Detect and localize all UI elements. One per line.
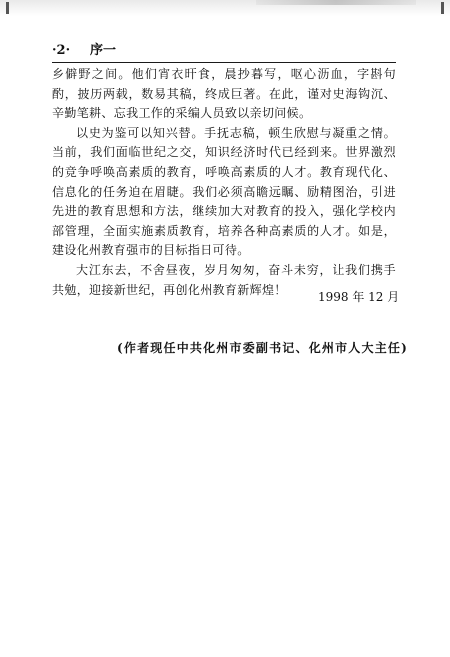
section-title: 序一 xyxy=(90,43,117,58)
author-note: (作者现任中共化州市委副书记、化州市人大主任) xyxy=(117,341,408,355)
scan-edge-band xyxy=(256,0,416,5)
running-header xyxy=(52,42,396,63)
page-number: ·2· xyxy=(52,43,71,58)
date-line: 1998 年 12 月 xyxy=(318,290,400,304)
scan-mark-right xyxy=(441,2,444,14)
scan-mark-left xyxy=(6,2,9,14)
body-text xyxy=(52,65,396,300)
paragraph-history-lesson: 以史为鉴可以知兴替。手抚志稿，顿生欣慰与凝重之情。当前，我们面临世纪之交，知识经济时代已经到来。世界激烈的竞争呼唤高素质的教育，呼唤高素质的人才。教育现代化、信息化的任务迫在眉睫。我们必须高瞻远瞩、励精图治，引进先进的教育思想和方法，继续加大对教育的投入，强化学校内部管理，全面实施素质教育，培养各种高素质的人才。如是，建设化州教育强市的目标指日可待。 xyxy=(52,125,396,258)
paragraph-continuation: 乡僻野之间。他们宵衣旰食，晨抄暮写，呕心沥血，字斟句酌，披历两载，数易其稿，终成巨著。在此，谨对史海钩沉、辛勤笔耕、忘我工作的采编人员致以亲切问候。 xyxy=(52,67,396,121)
paragraph-closing: 大江东去，不舍昼夜，岁月匆匆，奋斗未穷，让我们携手共勉，迎接新世纪，再创化州教育新辉煌！ xyxy=(52,262,396,297)
